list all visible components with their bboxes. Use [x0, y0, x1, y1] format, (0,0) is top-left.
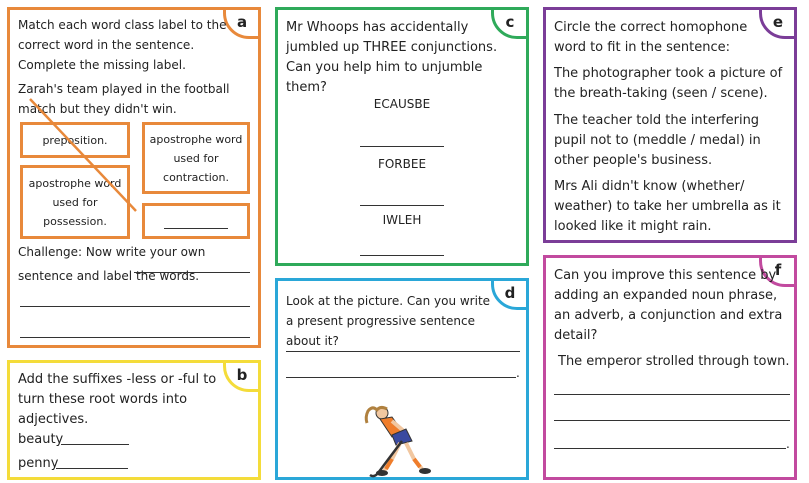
- card-f-answer-line-2[interactable]: [554, 420, 790, 421]
- jumble-2-answer-line[interactable]: [360, 205, 444, 206]
- card-letter-b: b: [223, 360, 261, 392]
- homophone-sentence-1: The photographer took a picture of the breath-taking (seen / scene).: [554, 66, 783, 101]
- card-f-answer-line-1[interactable]: [554, 394, 790, 395]
- jumble-2: FORBEE: [377, 157, 427, 171]
- card-a-sentence: Zarah's team played in the football match but they didn't win.: [18, 82, 230, 116]
- card-c-instruction: Mr Whoops has accidentally jumbled up THREE conjunctions. Can you help him to unjumble them?: [286, 20, 498, 95]
- card-c-conjunctions: [275, 7, 529, 266]
- card-f-instruction: Can you improve this sentence by adding an expanded noun phrase, an adverb, a conjunction and extra detail?: [554, 268, 783, 343]
- card-letter-a: a: [223, 7, 261, 39]
- jumble-1: ECAUSBE: [373, 97, 431, 111]
- card-b-suffixes: [7, 360, 261, 480]
- card-d-present-progressive: [275, 278, 529, 480]
- word-penny: penny: [18, 456, 59, 471]
- card-f-answer-line-3[interactable]: [554, 448, 786, 449]
- card-e-homophones: [543, 7, 797, 243]
- challenge-line-1[interactable]: [134, 272, 250, 273]
- challenge-line-2[interactable]: [20, 306, 250, 307]
- jumble-1-answer-line[interactable]: [360, 146, 444, 147]
- label-preposition[interactable]: preposition.: [20, 122, 130, 158]
- card-d-instruction: Look at the picture. Can you write a present progressive sentence about it?: [286, 294, 491, 348]
- label-apostrophe-possession[interactable]: apostrophe word used for possession.: [20, 165, 130, 239]
- card-f-improve-sentence: [543, 255, 797, 480]
- card-a-challenge: Challenge: Now write your own sentence and label the words.: [18, 245, 206, 283]
- homophone-sentence-2: The teacher told the interfering pupil not to (meddle / medal) in other people's business.: [554, 113, 761, 168]
- card-d-full-stop: .: [516, 366, 520, 380]
- card-a-word-classes: [7, 7, 261, 348]
- card-letter-f: f: [759, 255, 797, 287]
- penny-answer-line[interactable]: [56, 468, 128, 469]
- card-e-instruction: Circle the correct homophone word to fit in the sentence:: [554, 20, 748, 55]
- hockey-player-illustration: [362, 403, 442, 479]
- jumble-3-answer-line[interactable]: [360, 255, 444, 256]
- matching-line: [10, 10, 264, 351]
- jumble-3: IWLEH: [382, 213, 422, 227]
- card-f-full-stop: .: [786, 437, 790, 451]
- challenge-line-3[interactable]: [20, 337, 250, 338]
- card-d-answer-line-2[interactable]: [286, 377, 516, 378]
- card-letter-e: e: [759, 7, 797, 39]
- card-d-answer-line-1[interactable]: [286, 351, 520, 352]
- card-a-instruction: Match each word class label to the correct word in the sentence. Complete the missing label.: [18, 18, 227, 72]
- homophone-sentence-3: Mrs Ali didn't know (whether/ weather) to take her umbrella as it looked like it might rain.: [554, 179, 781, 234]
- card-letter-c: c: [491, 7, 529, 39]
- card-f-sentence: The emperor strolled through town.: [558, 354, 790, 369]
- card-b-instruction: Add the suffixes -less or -ful to turn these root words into adjectives.: [18, 372, 217, 427]
- label-apostrophe-contraction[interactable]: apostrophe word used for contraction.: [142, 122, 250, 194]
- beauty-answer-line[interactable]: [61, 444, 129, 445]
- word-beauty: beauty: [18, 432, 64, 447]
- card-letter-d: d: [491, 278, 529, 310]
